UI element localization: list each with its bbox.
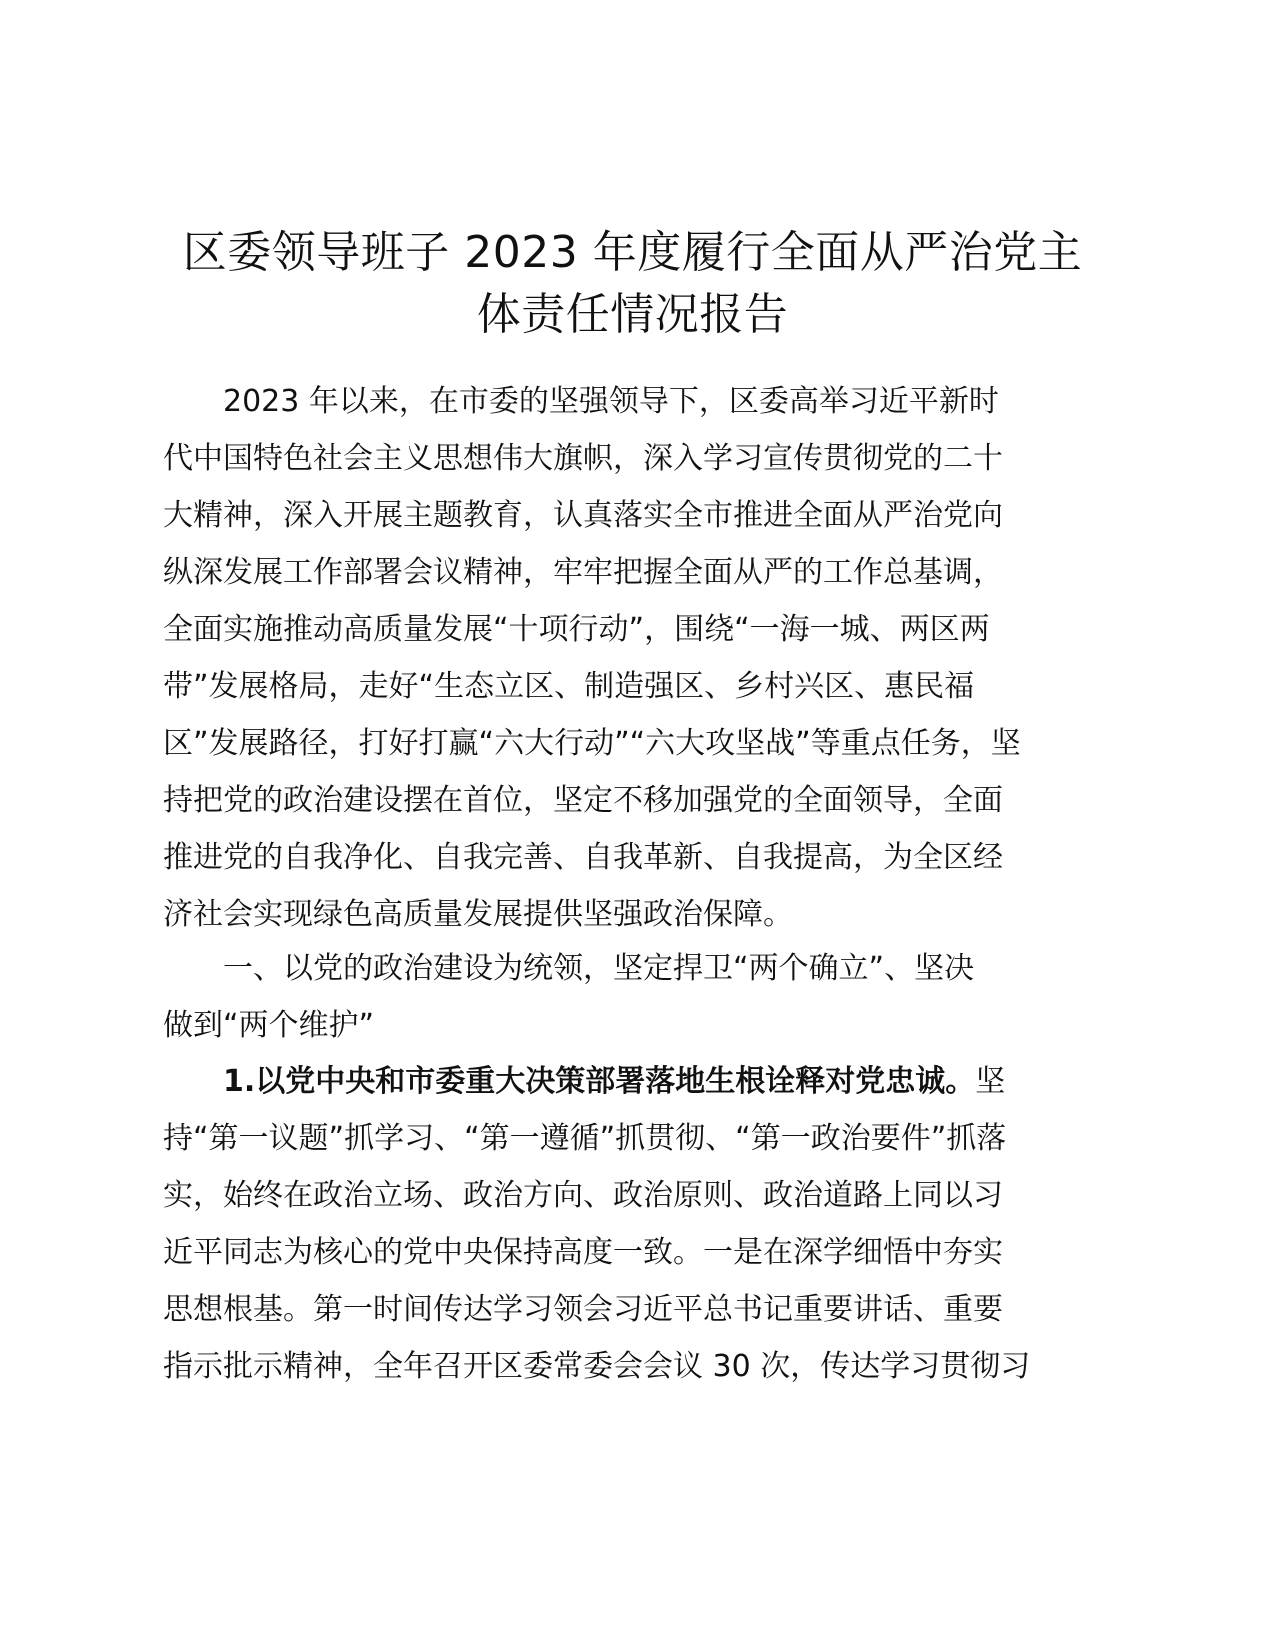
paragraph-line: 2023 年以来，在市委的坚强领导下，区委高举习近平新时 xyxy=(223,384,999,419)
title-line: 体责任情况报告 xyxy=(476,289,789,340)
paragraph-line: 区”发展路径，打好打赢“六大行动”“六大攻坚战”等重点任务，坚 xyxy=(163,726,1021,761)
paragraph-line: 济社会实现绿色高质量发展提供坚强政治保障。 xyxy=(163,897,793,932)
item-lead-rest: 坚 xyxy=(975,1064,1006,1099)
paragraph-line: 全面实施推动高质量发展“十项行动”，围绕“一海一城、两区两 xyxy=(163,612,990,647)
paragraph-line: 实，始终在政治立场、政治方向、政治原则、政治道路上同以习 xyxy=(163,1178,1003,1213)
section-heading xyxy=(163,940,1113,1054)
paragraph-line: 纵深发展工作部署会议精神，牢牢把握全面从严的工作总基调， xyxy=(163,555,1003,590)
paragraph-line xyxy=(163,1053,1113,1110)
paragraph-line: 推进党的自我净化、自我完善、自我革新、自我提高，为全区经 xyxy=(163,840,1003,875)
paragraph-line: 近平同志为核心的党中央保持高度一致。一是在深学细悟中夯实 xyxy=(163,1235,1003,1270)
paragraph-line: 持“第一议题”抓学习、“第一遵循”抓贯彻、“第一政治要件”抓落 xyxy=(163,1121,1007,1156)
paragraph-line: 思想根基。第一时间传达学习领会习近平总书记重要讲话、重要 xyxy=(163,1292,1003,1327)
title-line: 区委领导班子 2023 年度履行全面从严治党主 xyxy=(182,227,1083,278)
intro-paragraph xyxy=(163,373,1113,943)
document-title xyxy=(160,222,1105,346)
paragraph-line: 带”发展格局，走好“生态立区、制造强区、乡村兴区、惠民福 xyxy=(163,669,975,704)
heading-line: 一、以党的政治建设为统领，坚定捍卫“两个确立”、坚决 xyxy=(223,951,975,986)
item-paragraph xyxy=(163,1053,1113,1395)
paragraph-line: 大精神，深入开展主题教育，认真落实全市推进全面从严治党向 xyxy=(163,498,1003,533)
paragraph-line: 代中国特色社会主义思想伟大旗帜，深入学习宣传贯彻党的二十 xyxy=(163,441,1003,476)
paragraph-line: 持把党的政治建设摆在首位，坚定不移加强党的全面领导，全面 xyxy=(163,783,1003,818)
paragraph-line: 指示批示精神，全年召开区委常委会会议 30 次，传达学习贯彻习 xyxy=(163,1349,1031,1384)
item-bold-lead: 1.以党中央和市委重大决策部署落地生根诠释对党忠诚。 xyxy=(223,1064,976,1099)
heading-line: 做到“两个维护” xyxy=(163,1008,375,1043)
